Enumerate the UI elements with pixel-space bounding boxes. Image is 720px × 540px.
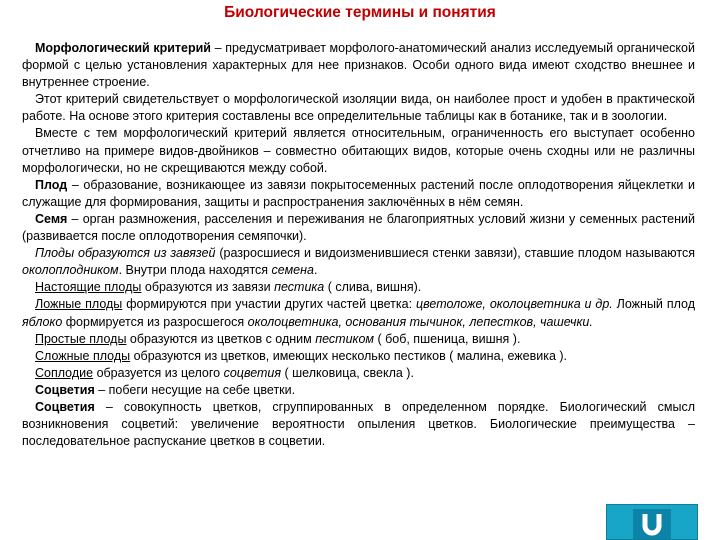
term-infructescence: Соплодие bbox=[35, 365, 94, 380]
paragraph-simple-fruits: Простые плоды образуются из цветков с одним пестиком ( боб, пшеница, вишня ). bbox=[35, 331, 521, 346]
term-complex-fruits: Сложные плоды bbox=[35, 348, 131, 363]
term-seed: Семя bbox=[35, 211, 68, 226]
paragraph-complex-fruits: Сложные плоды образуются из цветков, имеющих несколько пестиков ( малина, ежевика ). bbox=[35, 348, 568, 363]
paragraph-true-fruits: Настоящие плоды образуются из завязи пестика ( слива, вишня). bbox=[35, 280, 422, 295]
paragraph-infructescence: Соплодие образуется из целого соцветия ( шелковица, свекла ). bbox=[35, 365, 414, 380]
paragraph-morph-criterion: Морфологический критерий – предусматривает морфолого-анатомический анализ исследуемый органической формой с целью установления характерных для нее признаков. Особи одного вида имеют сходство внешнее и внутреннее строение. bbox=[22, 41, 695, 90]
term-false-fruits: Ложные плоды bbox=[35, 297, 123, 312]
paragraph-fruit: Плод – образование, возникающее из завязи покрытосеменных растений после оплодотворения яйцеклетки и служащие для формирования, защиты и распространения заключённых в нём семян. bbox=[22, 177, 695, 209]
document-body bbox=[22, 40, 695, 450]
paragraph-seed: Семя – орган размножения, расселения и переживания не благоприятных условий жизни у семенных растений (развивается после оплодотворения семяпочки). bbox=[22, 211, 695, 244]
paragraph-false-fruits: Ложные плоды формируются при участии других частей цветка: цветоложе, околоцветника и др. Ложный плод яблоко формируется из разросшегося околоцветника, основания тычинок, лепестков, чашечки. bbox=[22, 297, 695, 329]
paragraph-morph-relative: Вместе с тем морфологический критерий является относительным, ограниченность его выступает особенно отчетливо на примере видов-двойников – совместно обитающих видов, которые очень сходны или не различны морфологически, но не скрещиваются между собой. bbox=[22, 126, 695, 175]
paragraph-fruits-formation: Плоды образуются из завязей (разросшиеся и видоизменившиеся стенки завязи), ставшие плодом называются околоплодником. Внутри плода находятся семена. bbox=[22, 246, 695, 278]
term-fruit: Плод bbox=[35, 177, 68, 192]
paragraph-shoots: Соцветия – побеги несущие на себе цветки. bbox=[35, 382, 296, 397]
term-simple-fruits: Простые плоды bbox=[35, 331, 127, 346]
term-inflorescence: Соцветия bbox=[35, 399, 95, 414]
paragraph-morph-isolation: Этот критерий свидетельствует о морфологической изоляции вида, он наиболее прост и удобен в практической работе. На основе этого критерия составлены все определительные таблицы как в ботанике, так и в зоологии. bbox=[22, 92, 695, 124]
return-button-inner bbox=[633, 509, 671, 539]
term-shoots: Соцветия bbox=[35, 382, 95, 397]
term-true-fruits: Настоящие плоды bbox=[35, 280, 142, 295]
term-morph-criterion: Морфологический критерий bbox=[35, 41, 211, 55]
page-title: Биологические термины и понятия bbox=[224, 4, 496, 21]
return-arrow-icon bbox=[641, 512, 663, 536]
paragraph-inflorescence: Соцветия – совокупность цветков, сгруппированных в определенном порядке. Биологический смысл возникновения соцветий: увеличение вероятности опыления цветков. Биологические преимущества – последовательное распускание цветков в соцветии. bbox=[22, 399, 695, 449]
return-button[interactable] bbox=[606, 504, 698, 540]
